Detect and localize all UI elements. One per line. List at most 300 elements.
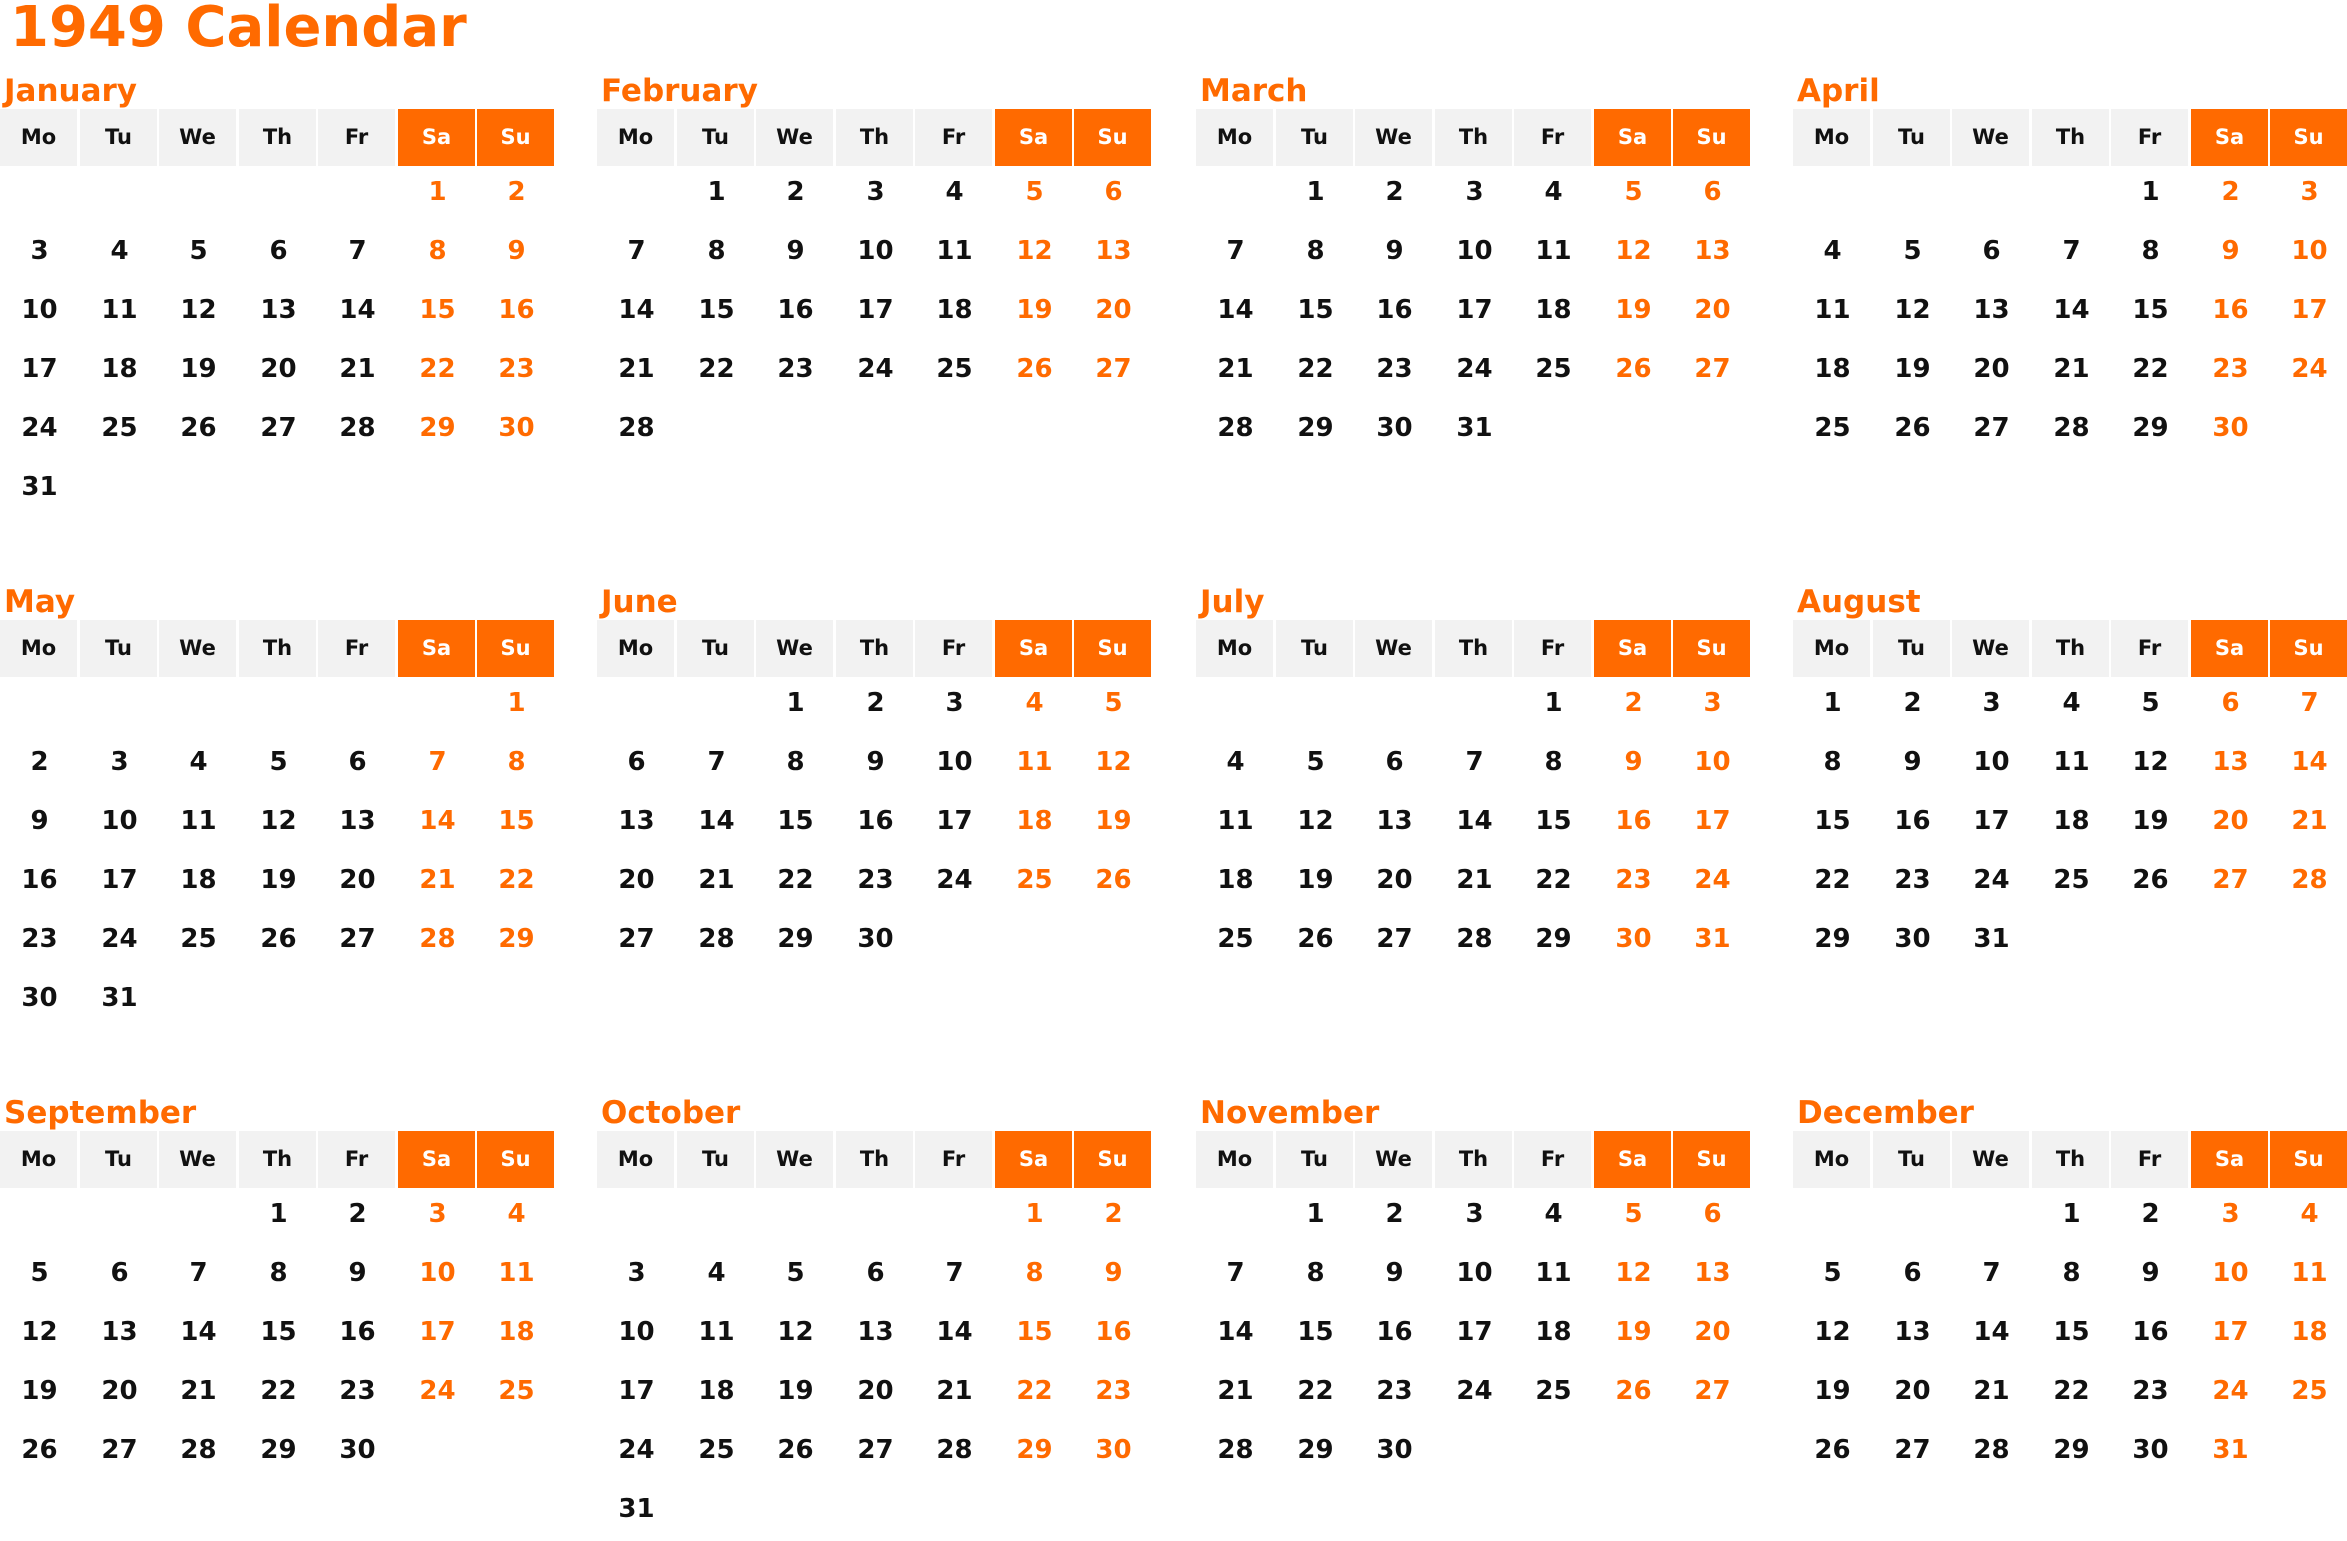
day-cell: 4 <box>110 236 129 266</box>
day-cell: 1 <box>2141 177 2160 207</box>
weekday-header: Fr <box>2111 1131 2188 1188</box>
day-cell: 10 <box>101 806 138 836</box>
day-cell: 27 <box>2212 865 2249 895</box>
day-cell: 26 <box>1814 1435 1851 1465</box>
day-cell: 16 <box>2212 295 2249 325</box>
day-cell: 13 <box>1694 1258 1731 1288</box>
day-cell: 28 <box>339 413 376 443</box>
day-cell: 13 <box>2212 747 2249 777</box>
weekday-header: Mo <box>0 109 77 166</box>
day-cell: 30 <box>2132 1435 2169 1465</box>
day-cell: 24 <box>2291 354 2328 384</box>
weekday-header: We <box>756 109 833 166</box>
day-cell: 11 <box>180 806 217 836</box>
day-cell: 12 <box>1095 747 1132 777</box>
day-cell: 23 <box>1376 1376 1413 1406</box>
day-cell: 5 <box>269 747 288 777</box>
weekday-header-row <box>0 1131 555 1188</box>
weekday-header: Mo <box>1793 109 1870 166</box>
day-cell: 6 <box>627 747 646 777</box>
weekday-header: Sa <box>1594 620 1671 677</box>
day-cell: 15 <box>260 1317 297 1347</box>
weekday-header: Su <box>2270 109 2347 166</box>
day-cell: 14 <box>936 1317 973 1347</box>
day-cell: 21 <box>2053 354 2090 384</box>
day-cell: 29 <box>777 924 814 954</box>
day-cell: 15 <box>698 295 735 325</box>
day-cell: 21 <box>936 1376 973 1406</box>
day-cell: 26 <box>777 1435 814 1465</box>
day-cell: 25 <box>1535 354 1572 384</box>
weekday-header: Sa <box>2191 1131 2268 1188</box>
day-cell: 21 <box>1456 865 1493 895</box>
weekday-header: Th <box>239 109 316 166</box>
weekday-header-row <box>1196 620 1751 677</box>
day-cell: 19 <box>1615 1317 1652 1347</box>
day-cell: 19 <box>1814 1376 1851 1406</box>
day-cell: 6 <box>348 747 367 777</box>
day-cell: 31 <box>2212 1435 2249 1465</box>
day-cell: 24 <box>936 865 973 895</box>
weekday-header: Fr <box>915 109 992 166</box>
weekday-header: Th <box>239 1131 316 1188</box>
weekday-header: Tu <box>1276 620 1353 677</box>
day-cell: 26 <box>1615 1376 1652 1406</box>
day-cell: 2 <box>1385 1199 1404 1229</box>
day-cell: 22 <box>1814 865 1851 895</box>
day-cell: 24 <box>1973 865 2010 895</box>
weekday-header: Tu <box>80 109 157 166</box>
weekday-header: Fr <box>318 1131 395 1188</box>
day-cell: 2 <box>1624 688 1643 718</box>
day-cell: 1 <box>269 1199 288 1229</box>
weekday-header: Mo <box>597 109 674 166</box>
day-cell: 14 <box>339 295 376 325</box>
weekday-header: Mo <box>0 620 77 677</box>
day-cell: 31 <box>21 472 58 502</box>
day-cell: 26 <box>1095 865 1132 895</box>
day-cell: 6 <box>1703 1199 1722 1229</box>
weekday-header: Su <box>1673 1131 1750 1188</box>
day-cell: 29 <box>1016 1435 1053 1465</box>
day-cell: 25 <box>2291 1376 2328 1406</box>
weekday-header: Su <box>2270 1131 2347 1188</box>
day-cell: 5 <box>2141 688 2160 718</box>
day-cell: 31 <box>618 1494 655 1524</box>
day-cell: 30 <box>1894 924 1931 954</box>
day-cell: 30 <box>1376 413 1413 443</box>
day-cell: 8 <box>1544 747 1563 777</box>
weekday-header: We <box>756 1131 833 1188</box>
day-cell: 9 <box>1104 1258 1123 1288</box>
day-cell: 3 <box>627 1258 646 1288</box>
weekday-header: Fr <box>1514 620 1591 677</box>
day-cell: 11 <box>1016 747 1053 777</box>
day-cell: 1 <box>1823 688 1842 718</box>
day-cell: 22 <box>1297 354 1334 384</box>
day-cell: 10 <box>419 1258 456 1288</box>
day-cell: 16 <box>21 865 58 895</box>
day-cell: 11 <box>2053 747 2090 777</box>
day-cell: 3 <box>110 747 129 777</box>
day-cell: 17 <box>618 1376 655 1406</box>
day-cell: 26 <box>1615 354 1652 384</box>
day-cell: 15 <box>1535 806 1572 836</box>
day-cell: 24 <box>21 413 58 443</box>
day-cell: 12 <box>1297 806 1334 836</box>
day-cell: 18 <box>1016 806 1053 836</box>
day-cell: 23 <box>777 354 814 384</box>
weekday-header: We <box>1355 620 1432 677</box>
day-cell: 1 <box>707 177 726 207</box>
day-cell: 25 <box>1814 413 1851 443</box>
weekday-header-row <box>1793 1131 2347 1188</box>
day-cell: 30 <box>21 983 58 1013</box>
day-cell: 17 <box>21 354 58 384</box>
day-cell: 10 <box>2291 236 2328 266</box>
weekday-header: Fr <box>915 1131 992 1188</box>
day-cell: 2 <box>2141 1199 2160 1229</box>
day-cell: 19 <box>1894 354 1931 384</box>
day-cell: 3 <box>1703 688 1722 718</box>
month-name: August <box>1797 584 1921 620</box>
weekday-header: Sa <box>2191 620 2268 677</box>
day-cell: 2 <box>507 177 526 207</box>
day-cell: 13 <box>101 1317 138 1347</box>
day-cell: 17 <box>857 295 894 325</box>
day-cell: 22 <box>1297 1376 1334 1406</box>
day-cell: 2 <box>866 688 885 718</box>
day-cell: 17 <box>1973 806 2010 836</box>
weekday-header: We <box>1355 1131 1432 1188</box>
day-cell: 12 <box>1894 295 1931 325</box>
day-cell: 31 <box>1694 924 1731 954</box>
day-cell: 23 <box>1615 865 1652 895</box>
weekday-header: Tu <box>1276 1131 1353 1188</box>
day-cell: 5 <box>1903 236 1922 266</box>
weekday-header-row <box>1196 1131 1751 1188</box>
day-cell: 27 <box>1973 413 2010 443</box>
day-cell: 10 <box>1456 1258 1493 1288</box>
day-cell: 26 <box>1016 354 1053 384</box>
day-cell: 22 <box>1535 865 1572 895</box>
day-cell: 14 <box>2053 295 2090 325</box>
day-cell: 24 <box>419 1376 456 1406</box>
day-cell: 22 <box>260 1376 297 1406</box>
day-cell: 3 <box>30 236 49 266</box>
day-cell: 18 <box>2053 806 2090 836</box>
month-name: June <box>601 584 678 620</box>
day-cell: 29 <box>260 1435 297 1465</box>
day-cell: 29 <box>2053 1435 2090 1465</box>
day-cell: 7 <box>428 747 447 777</box>
day-cell: 15 <box>1016 1317 1053 1347</box>
day-cell: 30 <box>1095 1435 1132 1465</box>
day-cell: 27 <box>1376 924 1413 954</box>
day-cell: 8 <box>507 747 526 777</box>
weekday-header: Sa <box>398 1131 475 1188</box>
day-cell: 2 <box>1903 688 1922 718</box>
day-cell: 21 <box>698 865 735 895</box>
weekday-header: Su <box>1673 620 1750 677</box>
day-cell: 6 <box>1104 177 1123 207</box>
weekday-header: We <box>1952 1131 2029 1188</box>
day-cell: 27 <box>260 413 297 443</box>
day-cell: 9 <box>348 1258 367 1288</box>
day-cell: 5 <box>1624 1199 1643 1229</box>
month-name: February <box>601 73 758 109</box>
day-cell: 10 <box>857 236 894 266</box>
day-cell: 8 <box>269 1258 288 1288</box>
day-cell: 9 <box>1903 747 1922 777</box>
day-cell: 17 <box>1456 1317 1493 1347</box>
day-cell: 6 <box>1703 177 1722 207</box>
day-cell: 26 <box>2132 865 2169 895</box>
day-cell: 12 <box>1615 236 1652 266</box>
day-cell: 29 <box>2132 413 2169 443</box>
day-cell: 4 <box>945 177 964 207</box>
day-cell: 27 <box>857 1435 894 1465</box>
day-cell: 23 <box>21 924 58 954</box>
day-cell: 22 <box>1016 1376 1053 1406</box>
day-cell: 28 <box>698 924 735 954</box>
day-cell: 11 <box>1217 806 1254 836</box>
day-cell: 20 <box>1973 354 2010 384</box>
day-cell: 28 <box>180 1435 217 1465</box>
day-cell: 5 <box>1104 688 1123 718</box>
day-cell: 14 <box>1217 1317 1254 1347</box>
day-cell: 7 <box>1226 1258 1245 1288</box>
day-cell: 1 <box>1306 1199 1325 1229</box>
day-cell: 21 <box>1973 1376 2010 1406</box>
weekday-header: Fr <box>2111 620 2188 677</box>
day-cell: 18 <box>1535 1317 1572 1347</box>
day-cell: 10 <box>2212 1258 2249 1288</box>
weekday-header: Tu <box>677 1131 754 1188</box>
page-title: 1949 Calendar <box>10 0 467 60</box>
weekday-header: Tu <box>677 109 754 166</box>
day-cell: 16 <box>1615 806 1652 836</box>
weekday-header-row <box>1196 109 1751 166</box>
day-cell: 4 <box>1025 688 1044 718</box>
day-cell: 27 <box>618 924 655 954</box>
day-cell: 1 <box>1544 688 1563 718</box>
day-cell: 22 <box>2132 354 2169 384</box>
day-cell: 26 <box>21 1435 58 1465</box>
day-cell: 20 <box>1376 865 1413 895</box>
day-cell: 13 <box>260 295 297 325</box>
day-cell: 20 <box>1095 295 1132 325</box>
weekday-header: Tu <box>1873 109 1950 166</box>
day-cell: 25 <box>936 354 973 384</box>
day-cell: 15 <box>419 295 456 325</box>
weekday-header: Tu <box>1873 1131 1950 1188</box>
weekday-header: Fr <box>318 620 395 677</box>
day-cell: 5 <box>1025 177 1044 207</box>
weekday-header: Tu <box>1873 620 1950 677</box>
weekday-header: Mo <box>1793 620 1870 677</box>
day-cell: 20 <box>2212 806 2249 836</box>
day-cell: 18 <box>180 865 217 895</box>
day-cell: 30 <box>857 924 894 954</box>
day-cell: 1 <box>1025 1199 1044 1229</box>
day-cell: 23 <box>1894 865 1931 895</box>
day-cell: 12 <box>1814 1317 1851 1347</box>
weekday-header: Th <box>836 1131 913 1188</box>
day-cell: 9 <box>2221 236 2240 266</box>
weekday-header: Th <box>1435 1131 1512 1188</box>
day-cell: 16 <box>1376 1317 1413 1347</box>
day-cell: 7 <box>1226 236 1245 266</box>
day-cell: 21 <box>618 354 655 384</box>
day-cell: 21 <box>2291 806 2328 836</box>
day-cell: 8 <box>1025 1258 1044 1288</box>
day-cell: 19 <box>777 1376 814 1406</box>
day-cell: 4 <box>1226 747 1245 777</box>
day-cell: 21 <box>1217 354 1254 384</box>
weekday-header-row <box>597 1131 1152 1188</box>
day-cell: 9 <box>30 806 49 836</box>
day-cell: 30 <box>1376 1435 1413 1465</box>
day-cell: 5 <box>30 1258 49 1288</box>
weekday-header: Su <box>1673 109 1750 166</box>
day-cell: 25 <box>498 1376 535 1406</box>
day-cell: 15 <box>1297 295 1334 325</box>
weekday-header: Mo <box>597 620 674 677</box>
day-cell: 27 <box>1095 354 1132 384</box>
day-cell: 13 <box>1376 806 1413 836</box>
day-cell: 16 <box>857 806 894 836</box>
day-cell: 25 <box>698 1435 735 1465</box>
day-cell: 18 <box>698 1376 735 1406</box>
weekday-header: Tu <box>1276 109 1353 166</box>
day-cell: 5 <box>189 236 208 266</box>
weekday-header-row <box>0 620 555 677</box>
day-cell: 21 <box>180 1376 217 1406</box>
day-cell: 31 <box>1973 924 2010 954</box>
day-cell: 29 <box>1297 413 1334 443</box>
day-cell: 10 <box>1456 236 1493 266</box>
weekday-header: Fr <box>318 109 395 166</box>
day-cell: 4 <box>1544 177 1563 207</box>
weekday-header: Fr <box>1514 109 1591 166</box>
weekday-header: Tu <box>677 620 754 677</box>
day-cell: 29 <box>1535 924 1572 954</box>
day-cell: 3 <box>428 1199 447 1229</box>
weekday-header: Su <box>477 109 554 166</box>
day-cell: 19 <box>1095 806 1132 836</box>
month-name: December <box>1797 1095 1974 1131</box>
weekday-header: Mo <box>1196 109 1273 166</box>
day-cell: 9 <box>1385 1258 1404 1288</box>
day-cell: 18 <box>1217 865 1254 895</box>
day-cell: 20 <box>618 865 655 895</box>
day-cell: 1 <box>2062 1199 2081 1229</box>
weekday-header: Th <box>2032 1131 2109 1188</box>
day-cell: 22 <box>698 354 735 384</box>
weekday-header: Su <box>477 1131 554 1188</box>
day-cell: 27 <box>1894 1435 1931 1465</box>
day-cell: 12 <box>21 1317 58 1347</box>
day-cell: 15 <box>1297 1317 1334 1347</box>
weekday-header: Sa <box>1594 1131 1671 1188</box>
day-cell: 28 <box>1217 1435 1254 1465</box>
month-name: May <box>4 584 76 620</box>
day-cell: 11 <box>1535 1258 1572 1288</box>
day-cell: 11 <box>1535 236 1572 266</box>
day-cell: 8 <box>707 236 726 266</box>
day-cell: 8 <box>428 236 447 266</box>
day-cell: 22 <box>777 865 814 895</box>
day-cell: 9 <box>1385 236 1404 266</box>
day-cell: 2 <box>2221 177 2240 207</box>
day-cell: 11 <box>936 236 973 266</box>
day-cell: 14 <box>618 295 655 325</box>
day-cell: 24 <box>1456 1376 1493 1406</box>
day-cell: 30 <box>1615 924 1652 954</box>
day-cell: 7 <box>2062 236 2081 266</box>
day-cell: 23 <box>339 1376 376 1406</box>
month-name: October <box>601 1095 741 1131</box>
day-cell: 18 <box>498 1317 535 1347</box>
day-cell: 3 <box>2221 1199 2240 1229</box>
weekday-header: Mo <box>1196 1131 1273 1188</box>
day-cell: 10 <box>618 1317 655 1347</box>
day-cell: 20 <box>857 1376 894 1406</box>
day-cell: 28 <box>1217 413 1254 443</box>
day-cell: 25 <box>101 413 138 443</box>
day-cell: 16 <box>1376 295 1413 325</box>
day-cell: 6 <box>1385 747 1404 777</box>
day-cell: 5 <box>1823 1258 1842 1288</box>
weekday-header: Th <box>836 620 913 677</box>
day-cell: 10 <box>1973 747 2010 777</box>
day-cell: 10 <box>21 295 58 325</box>
day-cell: 12 <box>260 806 297 836</box>
day-cell: 5 <box>1624 177 1643 207</box>
day-cell: 21 <box>419 865 456 895</box>
day-cell: 13 <box>857 1317 894 1347</box>
day-cell: 26 <box>1894 413 1931 443</box>
day-cell: 25 <box>180 924 217 954</box>
day-cell: 12 <box>1016 236 1053 266</box>
day-cell: 11 <box>2291 1258 2328 1288</box>
weekday-header: We <box>159 109 236 166</box>
day-cell: 3 <box>1982 688 2001 718</box>
day-cell: 3 <box>1465 1199 1484 1229</box>
day-cell: 28 <box>936 1435 973 1465</box>
day-cell: 29 <box>1814 924 1851 954</box>
day-cell: 17 <box>2291 295 2328 325</box>
day-cell: 20 <box>339 865 376 895</box>
month-name: January <box>4 73 138 109</box>
day-cell: 3 <box>945 688 964 718</box>
day-cell: 7 <box>627 236 646 266</box>
day-cell: 26 <box>180 413 217 443</box>
day-cell: 14 <box>419 806 456 836</box>
month-name: April <box>1797 73 1880 109</box>
weekday-header: We <box>1355 109 1432 166</box>
weekday-header-row <box>1793 109 2347 166</box>
day-cell: 11 <box>498 1258 535 1288</box>
weekday-header: We <box>756 620 833 677</box>
day-cell: 23 <box>2212 354 2249 384</box>
day-cell: 2 <box>1104 1199 1123 1229</box>
day-cell: 18 <box>936 295 973 325</box>
day-cell: 12 <box>777 1317 814 1347</box>
weekday-header: Fr <box>1514 1131 1591 1188</box>
day-cell: 9 <box>2141 1258 2160 1288</box>
